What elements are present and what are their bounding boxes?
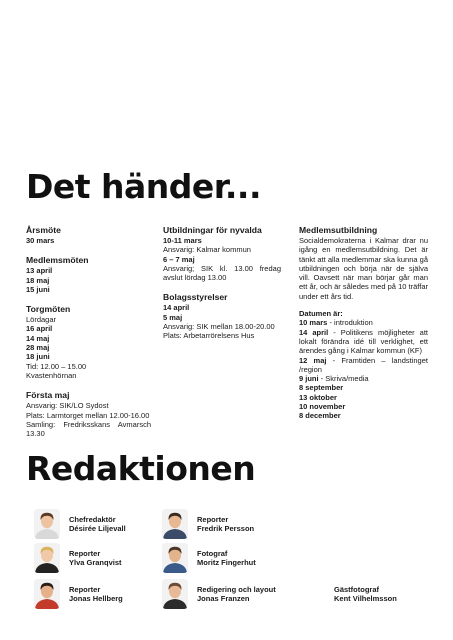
- avatar: [162, 579, 188, 609]
- course-topic: - introduktion: [327, 318, 373, 328]
- staff-entry: [334, 579, 397, 609]
- course-date-item: [299, 374, 428, 383]
- course-topic: - Politikens möjligheter att lokalt förändra idé till verklighet, ett ärendes gång i Kalmar kommun (KF): [299, 327, 429, 356]
- arsmote-date: 30 mars: [26, 236, 55, 245]
- course-date: 14 april: [299, 327, 329, 337]
- staff-name: Kent Vilhelmsson: [334, 594, 397, 603]
- staff-role: Reporter: [69, 584, 101, 594]
- torgmote-date: 28 maj: [26, 343, 50, 353]
- utbildning-resp: Ansvarig: Kalmar kommun: [163, 245, 251, 255]
- medlemsmoten-heading: Medlemsmöten: [26, 255, 89, 266]
- medlemsmote-date: 15 juni: [26, 284, 50, 294]
- course-date-list: [299, 318, 428, 420]
- course-date-item: [299, 318, 428, 327]
- torgmote-date: 16 april: [26, 324, 53, 334]
- course-date: 8 september: [299, 383, 344, 393]
- avatar: [162, 509, 188, 539]
- course-date: 10 mars: [299, 318, 328, 328]
- utbildning-date: 6 – 7 maj: [163, 254, 195, 264]
- medlemsutbildning-intro: Socialdemokraterna i Kalmar drar nu igång en medlemsutbildning. Det är tänkt att alla medlemmar ska kunna gå utbildningen och börja när de själva vill. Oavsett när man börjar går man ett år, och är således med på 10 träffar under ett års tid.: [299, 236, 428, 301]
- staff-name: Jonas Franzen: [197, 594, 250, 603]
- course-date: 8 december: [299, 411, 341, 421]
- staff-role: Reporter: [69, 548, 101, 558]
- torgmoten-sub: Lördagar: [26, 315, 57, 325]
- bolag-place: Plats: Arbetarrörelsens Hus: [163, 331, 255, 341]
- avatar: [34, 579, 60, 609]
- staff-role: Redigering och layout: [197, 584, 276, 594]
- dates-heading: Datumen är:: [299, 309, 343, 319]
- staff-entry: [34, 579, 123, 609]
- avatar: [34, 543, 60, 573]
- forsta-maj-line: Plats: Larmtorget mellan 12.00-16.00: [26, 410, 150, 420]
- events-column-3: [299, 225, 428, 421]
- arsmote-heading: Årsmöte: [26, 225, 61, 235]
- course-date: 9 juni: [299, 374, 319, 384]
- course-date-item: [299, 356, 428, 375]
- medlemsmote-date: 18 maj: [26, 275, 50, 285]
- torgmoten-place: Kvastenhörnan: [26, 370, 77, 380]
- course-date-item: [299, 393, 428, 402]
- utbildningar-heading: Utbildningar för nyvalda: [163, 225, 262, 235]
- staff-name: Ylva Granqvist: [69, 558, 122, 567]
- utbildning-resp: Ansvarig; SIK kl. 13.00 fredag avslut lördag 13.00: [163, 263, 281, 283]
- course-date: 13 oktober: [299, 392, 337, 402]
- staff-entry: [162, 543, 256, 573]
- course-date: 10 november: [299, 402, 346, 412]
- staff-entry: [34, 509, 126, 539]
- staff-entry: [34, 543, 122, 573]
- forsta-maj-heading: Första maj: [26, 390, 70, 401]
- forsta-maj-line: Ansvarig: SIK/LO Sydost: [26, 401, 109, 411]
- utbildning-date: 10-11 mars: [163, 236, 202, 245]
- course-topic: - Framtiden – landstinget /region: [299, 355, 428, 374]
- course-topic: - Skriva/media: [318, 374, 369, 384]
- staff-title: Redaktionen: [26, 449, 256, 488]
- course-date-item: [299, 383, 428, 392]
- course-date-item: [299, 411, 428, 420]
- forsta-maj-line: Samling: Fredriksskans Avmarsch 13.30: [26, 419, 151, 439]
- staff-name: Jonas Hellberg: [69, 594, 123, 603]
- staff-entry: [162, 509, 254, 539]
- staff-role: Gästfotograf: [334, 584, 379, 594]
- medlemsmote-date: 13 april: [26, 266, 53, 276]
- staff-name: Moritz Fingerhut: [197, 558, 256, 567]
- bolag-date: 14 april: [163, 303, 190, 313]
- events-column-1: [26, 225, 151, 438]
- torgmote-date: 18 juni: [26, 352, 50, 362]
- torgmote-date: 14 maj: [26, 333, 50, 343]
- course-date-item: [299, 328, 428, 356]
- course-date: 12 maj: [299, 355, 327, 365]
- events-column-2: [163, 225, 281, 341]
- bolag-resp: Ansvarig: SIK mellan 18.00-20.00: [163, 322, 275, 332]
- medlemsutbildning-heading: Medlemsutbildning: [299, 225, 378, 235]
- events-title: Det händer...: [26, 167, 261, 206]
- staff-role: Chefredaktör: [69, 514, 116, 524]
- torgmoten-heading: Torgmöten: [26, 304, 71, 315]
- course-date-item: [299, 402, 428, 411]
- staff-entry: [162, 579, 276, 609]
- avatar: [34, 509, 60, 539]
- bolagsstyrelser-heading: Bolagsstyrelser: [163, 292, 228, 303]
- torgmoten-time: Tid: 12.00 – 15.00: [26, 361, 87, 371]
- avatar: [162, 543, 188, 573]
- staff-name: Désirée Liljevall: [69, 524, 126, 533]
- bolag-date: 5 maj: [163, 312, 183, 322]
- staff-role: Fotograf: [197, 548, 228, 558]
- staff-role: Reporter: [197, 514, 229, 524]
- staff-name: Fredrik Persson: [197, 524, 255, 533]
